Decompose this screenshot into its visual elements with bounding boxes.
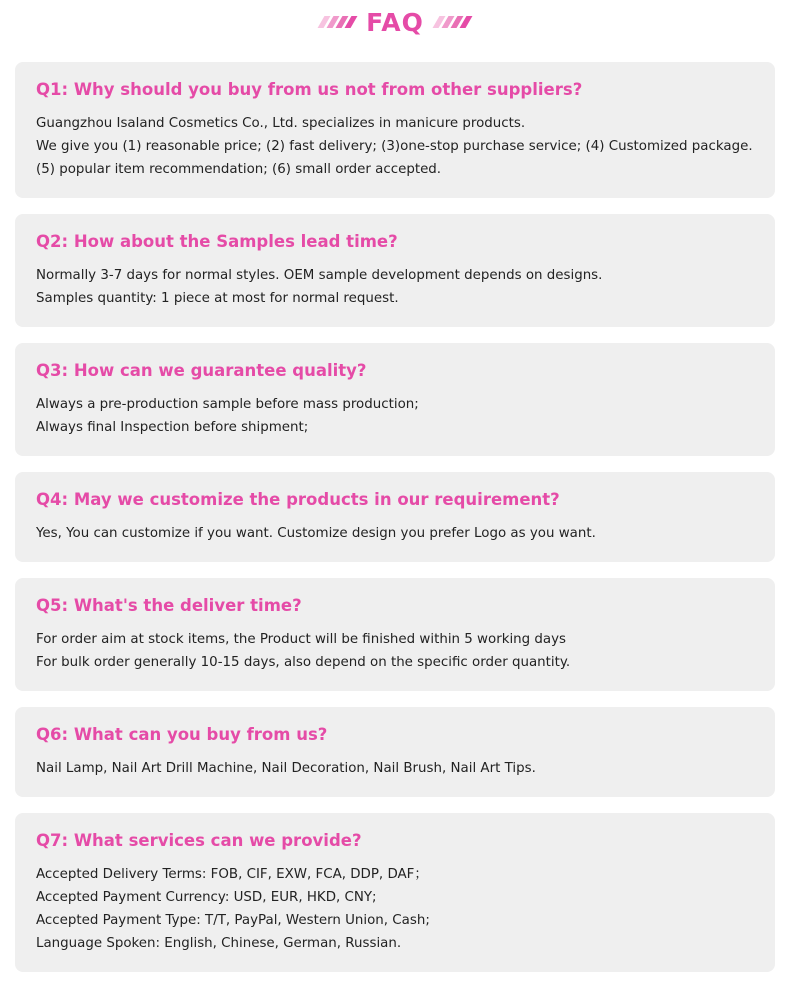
faq-answer-line: Accepted Payment Type: T/T, PayPal, Western Union, Cash; (36, 913, 430, 928)
faq-answer-line: For bulk order generally 10-15 days, also depend on the specific order quantity. (36, 655, 571, 670)
faq-answer-line: Accepted Delivery Terms: FOB, CIF, EXW, FCA, DDP, DAF； (36, 867, 428, 882)
faq-card-q3 (15, 343, 775, 456)
faq-question: Q5: What's the deliver time? (36, 596, 302, 615)
left-slash-decoration (321, 15, 354, 29)
faq-answer-line: Yes, You can customize if you want. Customize design you prefer Logo as you want. (36, 526, 596, 541)
faq-card-q2 (15, 214, 775, 327)
faq-answer-line: Samples quantity: 1 piece at most for normal request. (36, 291, 399, 306)
faq-card-q5 (15, 578, 775, 691)
faq-answer-line: Normally 3-7 days for normal styles. OEM sample development depends on designs. (36, 268, 603, 283)
faq-answer-line: For order aim at stock items, the Product will be finished within 5 working days (36, 632, 567, 647)
faq-card-q6 (15, 707, 775, 797)
faq-question: Q1: Why should you buy from us not from other suppliers? (36, 80, 583, 99)
faq-answer-line: Guangzhou Isaland Cosmetics Co., Ltd. specializes in manicure products. (36, 116, 526, 131)
faq-answer-line: Always final Inspection before shipment; (36, 420, 309, 435)
faq-answer-line: Language Spoken: English, Chinese, German, Russian. (36, 936, 402, 951)
faq-question: Q7: What services can we provide? (36, 831, 362, 850)
faq-list (15, 62, 775, 988)
right-slash-decoration (436, 15, 469, 29)
faq-answer-line: Accepted Payment Currency: USD, EUR, HKD, CNY; (36, 890, 377, 905)
faq-answer-line: We give you (1) reasonable price; (2) fast delivery; (3)one-stop purchase service; (4) Customized package. (36, 139, 753, 154)
faq-card-q7 (15, 813, 775, 972)
faq-question: Q2: How about the Samples lead time? (36, 232, 398, 251)
faq-header (0, 0, 790, 44)
faq-card-q4 (15, 472, 775, 562)
faq-card-q1 (15, 62, 775, 198)
faq-question: Q6: What can you buy from us? (36, 725, 328, 744)
faq-answer-line: Always a pre-production sample before mass production; (36, 397, 419, 412)
faq-question: Q3: How can we guarantee quality? (36, 361, 367, 380)
faq-answer-line: Nail Lamp, Nail Art Drill Machine, Nail Decoration, Nail Brush, Nail Art Tips. (36, 761, 536, 776)
faq-question: Q4: May we customize the products in our requirement? (36, 490, 560, 509)
page-title: FAQ (366, 7, 424, 37)
faq-answer-line: (5) popular item recommendation; (6) small order accepted. (36, 162, 442, 177)
